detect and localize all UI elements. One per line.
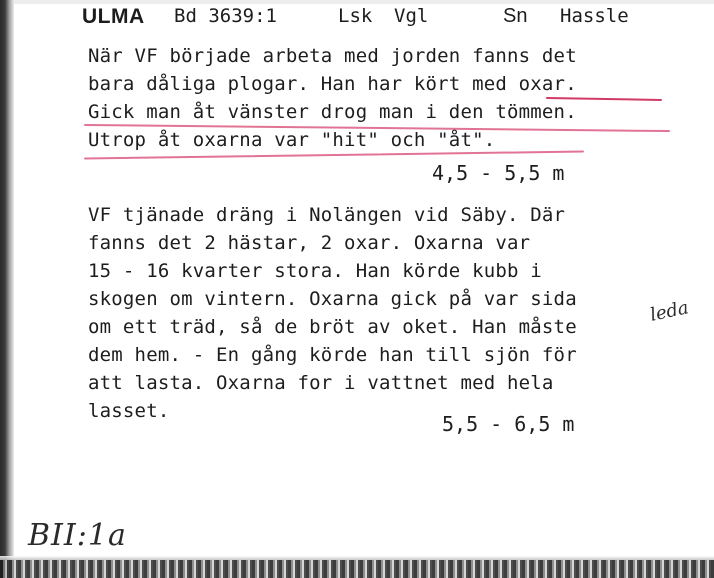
county-label: Lsk [338, 5, 373, 27]
paragraph2-line-3: 15 - 16 kvarter stora. Han körde kubb i [88, 260, 542, 282]
paragraph1-line-1: När VF började arbeta med jorden fanns det [88, 45, 577, 67]
volume-number: Bd 3639:1 [174, 5, 277, 27]
paragraph2-line-1: VF tjänade dräng i Nolängen vid Säby. Där [88, 204, 566, 226]
top-edge [0, 0, 714, 4]
parish-value: Hassle [560, 5, 629, 27]
parish-label: Sn [503, 5, 528, 27]
bottom-scan-strip [0, 560, 714, 578]
measure-2: 5,5 - 6,5 m [442, 412, 575, 436]
paragraph2-line-6: dem hem. - En gång körde han till sjön för [88, 344, 577, 366]
paragraph2-line-5: om ett träd, så de bröt av oket. Han måste [88, 316, 577, 338]
handwritten-annotation: leda [648, 297, 691, 326]
paragraph1-line-2: bara dåliga plogar. Han har kört med oxar. [88, 73, 577, 95]
paragraph2-line-8: lasset. [88, 400, 170, 422]
paragraph1-line-4: Utrop åt oxarna var "hit" och "åt". [88, 129, 496, 151]
measure-1: 4,5 - 5,5 m [432, 161, 565, 185]
county-value: Vgl [394, 5, 429, 27]
paragraph2-line-7: att lasta. Oxarna for i vattnet med hela [88, 372, 554, 394]
paragraph2-line-4: skogen om vintern. Oxarna gick på var sida [88, 288, 577, 310]
paragraph2-line-2: fanns det 2 hästar, 2 oxar. Oxarna var [88, 232, 531, 254]
archive-name: ULMA [82, 5, 145, 28]
handwritten-signature: BII:1a [28, 518, 127, 553]
paragraph1-line-3: Gick man åt vänster drog man i den tömmen. [88, 101, 577, 123]
left-edge-shadow [0, 0, 14, 578]
